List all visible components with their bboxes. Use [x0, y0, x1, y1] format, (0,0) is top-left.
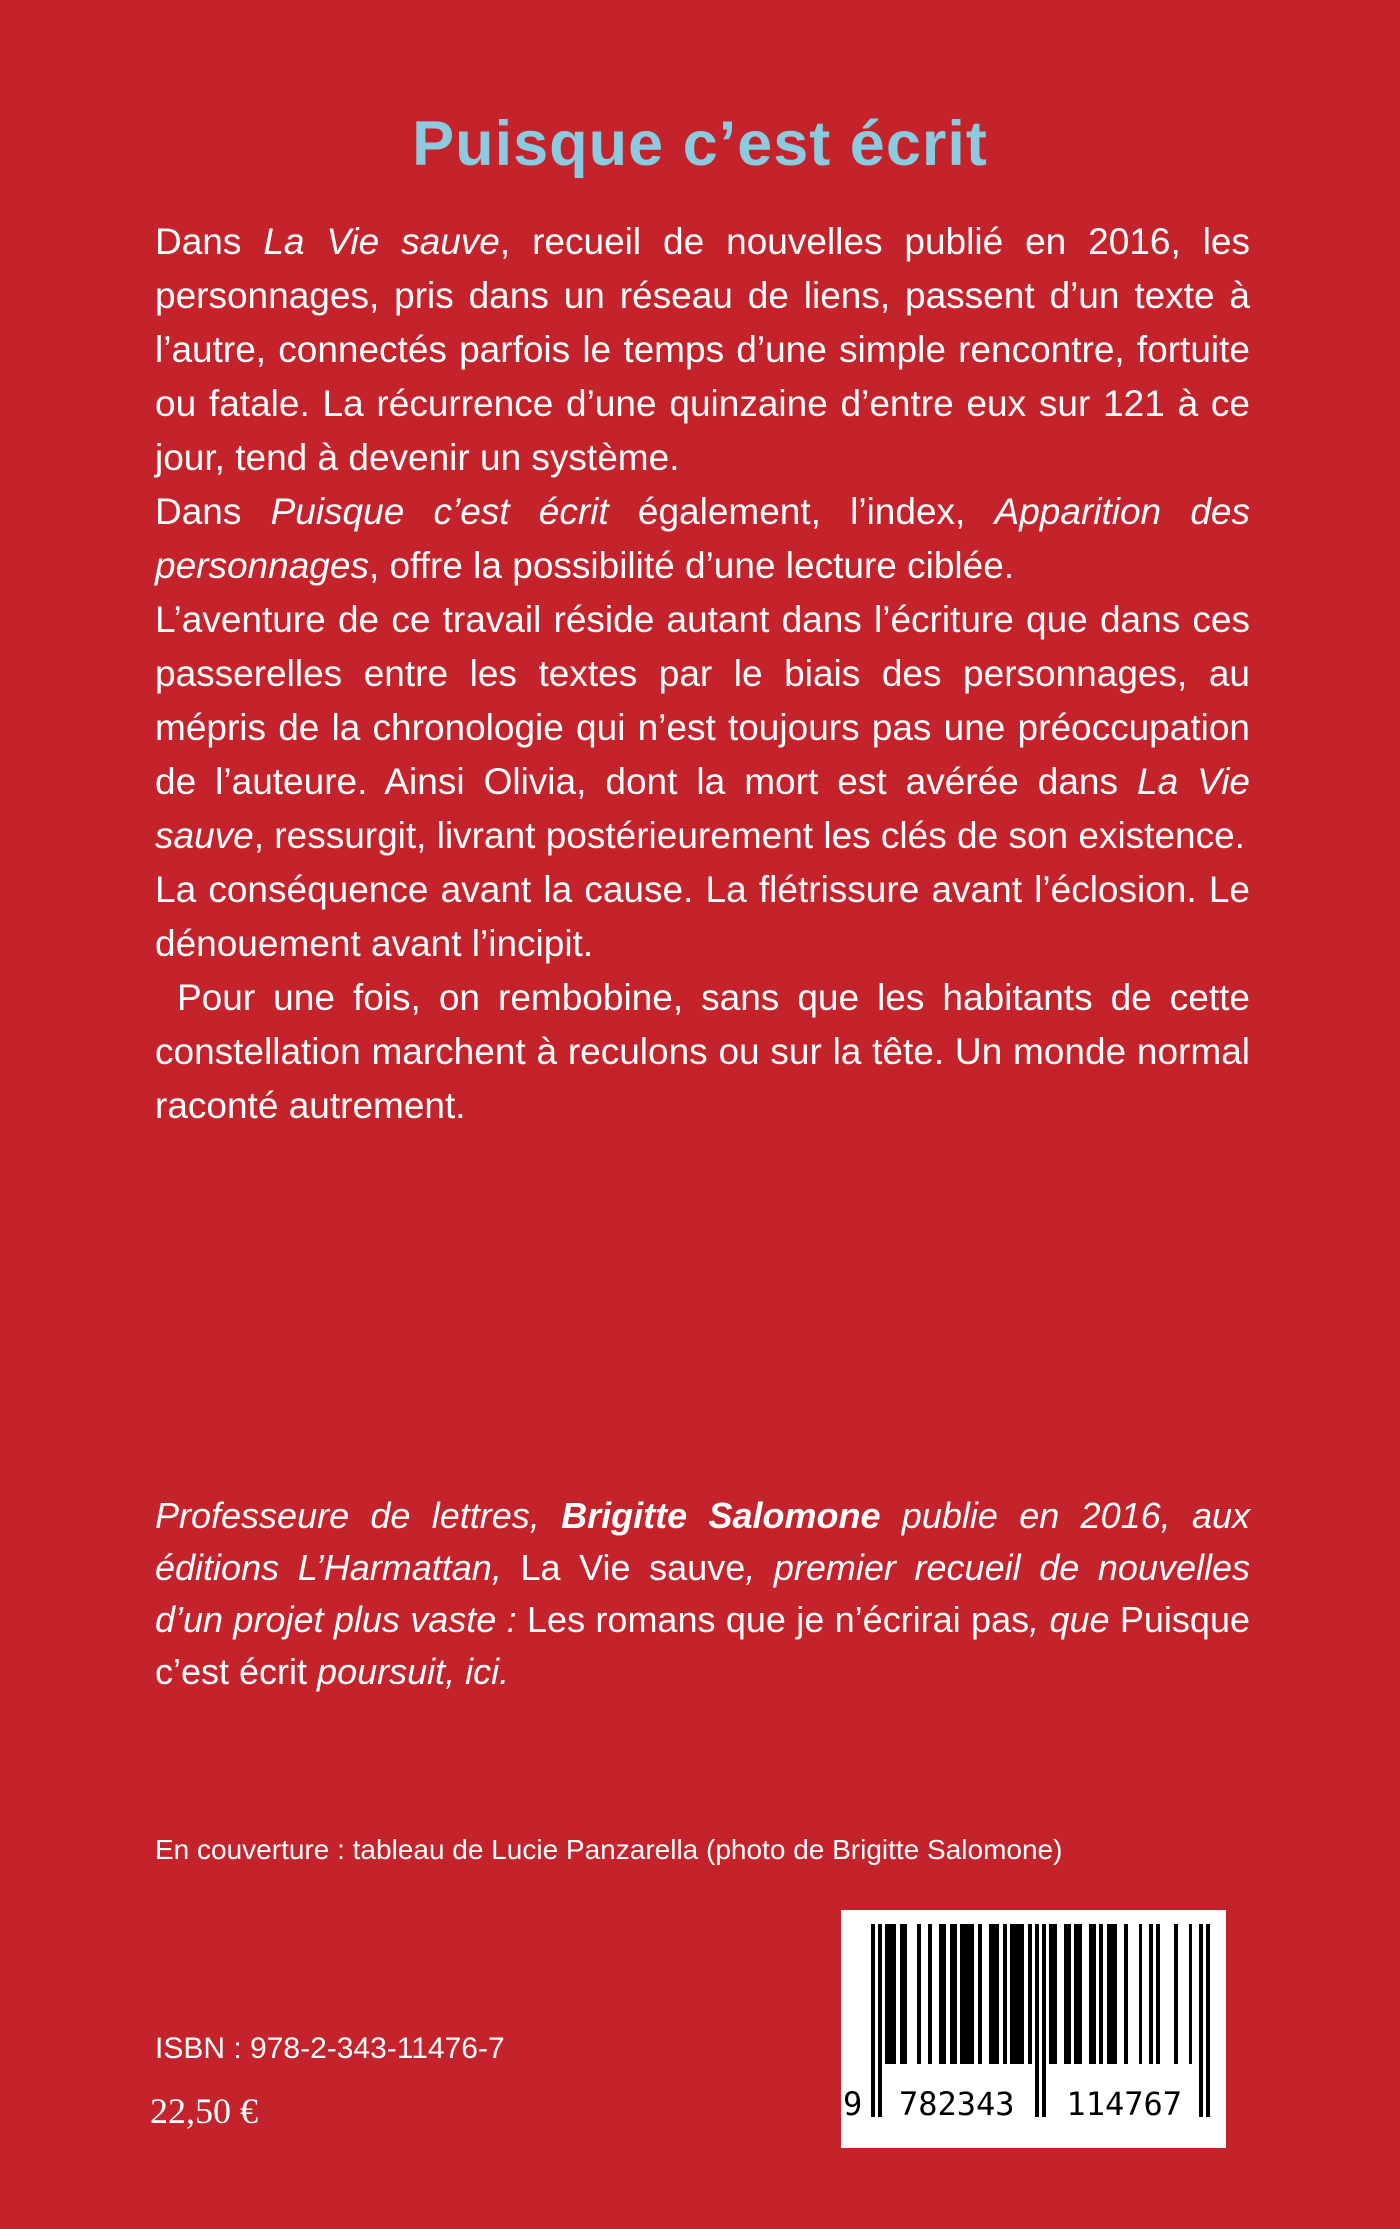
text-segment: La conséquence avant la cause. La flétrissure avant l’éclosion. Le dénouement avant l’incipit.: [155, 869, 1250, 964]
bio-segment: , que: [1029, 1599, 1120, 1640]
book-title-puisque-cest-ecrit: Puisque c’est écrit: [155, 1599, 1250, 1692]
text-segment: également, l’index,: [608, 491, 995, 532]
price: 22,50 €: [150, 2091, 258, 2131]
bio-segment: Professeure de lettres,: [155, 1495, 562, 1536]
bio-segment: poursuit, ici.: [307, 1651, 510, 1692]
paragraph-2: [155, 485, 1250, 593]
paragraph-3: [155, 593, 1250, 863]
text-segment: , offre la possibilité d’une lecture ciblée.: [368, 545, 1015, 586]
bio-segment: publie en 2016, aux éditions L’Harmattan,: [155, 1495, 1250, 1588]
paragraph-1: [155, 215, 1250, 485]
barcode-digits: [843, 2078, 1210, 2130]
book-title-les-romans: Les romans que je n’écrirai pas: [527, 1599, 1030, 1640]
text-segment: L’aventure de ce travail réside autant dans l’écriture que dans ces passerelles entre les textes par le biais des personnages, au mépris de la chronologie qui n’est toujours pas une préoccupation de l’auteure. Ainsi Olivia, dont la mort est avérée dans: [155, 599, 1250, 802]
barcode-digit-group-2: 782343: [898, 2085, 1015, 2123]
barcode-digit-group-1: 9: [843, 2085, 863, 2123]
cover-credit: En couverture : tableau de Lucie Panzarella (photo de Brigitte Salomone): [155, 1834, 1063, 1865]
author-name: Brigitte Salomone: [561, 1495, 881, 1536]
index-title-apparition-des-personnages: Apparition des personnages: [155, 491, 1250, 586]
bio-segment: , premier recueil de nouvelles d’un projet plus vaste :: [155, 1547, 1251, 1640]
barcode-digit-group-3: 114767: [1066, 2085, 1183, 2123]
barcode: [841, 1910, 1226, 2148]
back-cover-text: [155, 215, 1250, 1133]
book-title-la-vie-sauve: La Vie sauve: [155, 761, 1250, 856]
isbn: ISBN : 978-2-343-11476-7: [155, 2032, 505, 2065]
book-title-la-vie-sauve: La Vie sauve: [263, 221, 500, 262]
page-title: Puisque c’est écrit: [412, 109, 988, 179]
author-bio: [155, 1490, 1250, 1698]
text-segment: , ressurgit, livrant postérieurement les clés de son existence.: [253, 815, 1245, 856]
barcode-bars: [871, 1924, 1210, 2064]
paragraph-5: [155, 971, 1250, 1133]
book-title-puisque-cest-ecrit: Puisque c’est écrit: [270, 491, 609, 532]
text-segment: , recueil de nouvelles publié en 2016, les personnages, pris dans un réseau de liens, passent d’un texte à l’autre, connectés parfois le temps d’une simple rencontre, fortuite ou fatale. La récurrence d’une quinzaine d’entre eux sur 121 à ce jour, tend à devenir un système.: [155, 221, 1250, 478]
text-segment: Dans: [155, 491, 271, 532]
text-segment: Dans: [155, 221, 264, 262]
book-title-la-vie-sauve: La Vie sauve: [520, 1547, 746, 1588]
paragraph-4: [155, 863, 1250, 971]
text-segment: Pour une fois, on rembobine, sans que les habitants de cette constellation marchent à reculons ou sur la tête. Un monde normal raconté autrement.: [155, 977, 1250, 1126]
